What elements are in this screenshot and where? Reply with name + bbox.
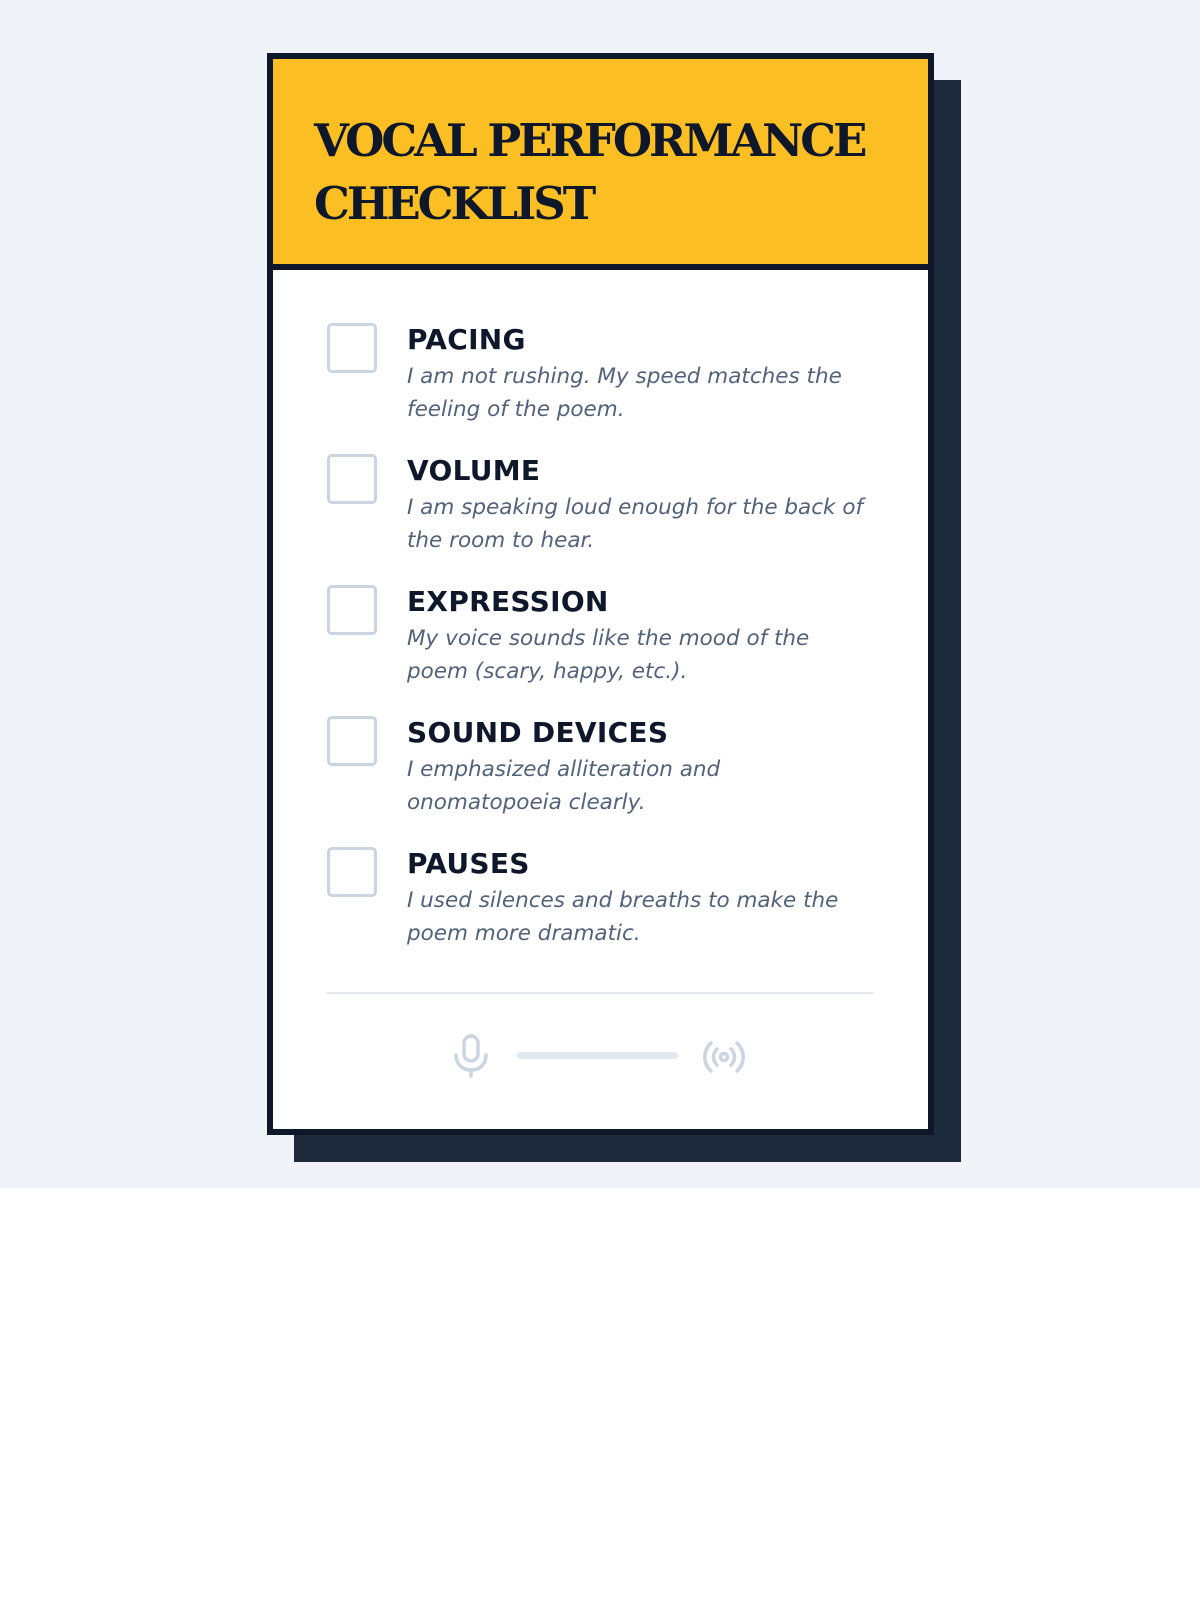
checklist-item-text: [407, 454, 877, 557]
checklist-card: [267, 53, 934, 1135]
pacing-checkbox[interactable]: [327, 323, 377, 373]
checklist-item-volume: [273, 454, 928, 585]
footer-audio-meter: [273, 1034, 928, 1080]
checklist-item-description: I am not rushing. My speed matches the feeling of the poem.: [407, 364, 842, 422]
checklist-item-text: [407, 716, 877, 819]
checklist-item-label: VOLUME: [407, 454, 541, 487]
checklist-item-pauses: [273, 847, 928, 978]
checklist-item-description: I emphasized alliteration and onomatopoeia clearly.: [407, 757, 721, 815]
checklist-item-description: My voice sounds like the mood of the poem (scary, happy, etc.).: [407, 626, 810, 684]
checklist-item-text: [407, 585, 877, 688]
pauses-checkbox[interactable]: [327, 847, 377, 897]
page-title: VOCAL PERFORMANCE CHECKLIST: [314, 114, 865, 230]
checklist-item-expression: [273, 585, 928, 716]
checklist-item-label: EXPRESSION: [407, 585, 609, 618]
microphone-icon: [453, 1034, 489, 1078]
expression-checkbox[interactable]: [327, 585, 377, 635]
checklist-item-label: PAUSES: [407, 847, 530, 880]
card-header: [273, 59, 928, 270]
checklist-item-sound-devices: [273, 716, 928, 847]
checklist-item-label: SOUND DEVICES: [407, 716, 669, 749]
checklist-item-description: I am speaking loud enough for the back of the room to hear.: [407, 495, 864, 553]
volume-checkbox[interactable]: [327, 454, 377, 504]
checklist: [273, 270, 928, 978]
audio-level-bar: [517, 1052, 678, 1059]
checklist-item-pacing: [273, 323, 928, 454]
checklist-item-text: [407, 323, 877, 426]
divider: [327, 992, 873, 994]
checklist-item-description: I used silences and breaths to make the poem more dramatic.: [407, 888, 839, 946]
broadcast-icon: [703, 1037, 745, 1077]
sound-devices-checkbox[interactable]: [327, 716, 377, 766]
checklist-item-label: PACING: [407, 323, 526, 356]
checklist-item-text: [407, 847, 877, 950]
